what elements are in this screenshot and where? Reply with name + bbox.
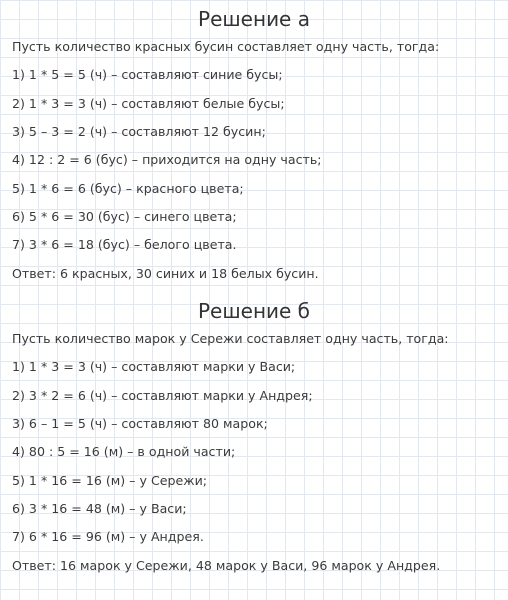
solution-a-lines	[0, 39, 508, 282]
solution-a-section	[0, 0, 508, 294]
solution-a-answer: Ответ: 6 красных, 30 синих и 18 белых бусин.	[12, 265, 319, 281]
solution-b-step-5: 5) 1 * 16 = 16 (м) – у Сережи;	[12, 472, 208, 488]
solution-a-step-3: 3) 5 – 3 = 2 (ч) – составляют 12 бусин;	[12, 123, 266, 139]
solution-a-step-2: 2) 1 * 3 = 3 (ч) – составляют белые бусы;	[12, 95, 285, 111]
solution-b-step-7: 7) 6 * 16 = 96 (м) – у Андрея.	[12, 529, 204, 545]
solution-b-section	[0, 292, 508, 586]
solution-a-intro: Пусть количество красных бусин составляет одну часть, тогда:	[12, 39, 440, 54]
solution-b-lines	[0, 331, 508, 574]
solution-a-step-6: 6) 5 * 6 = 30 (бус) – синего цвета;	[12, 208, 237, 224]
solution-b-step-4: 4) 80 : 5 = 16 (м) – в одной части;	[12, 444, 236, 460]
solution-b-step-6: 6) 3 * 16 = 48 (м) – у Васи;	[12, 500, 187, 516]
solution-a-step-7: 7) 3 * 6 = 18 (бус) – белого цвета.	[12, 237, 237, 253]
solution-b-answer: Ответ: 16 марок у Сережи, 48 марок у Васи, 96 марок у Андрея.	[12, 557, 441, 573]
solution-b-intro: Пусть количество марок у Сережи составляет одну часть, тогда:	[12, 331, 449, 346]
solution-a-step-4: 4) 12 : 2 = 6 (бус) – приходится на одну часть;	[12, 152, 322, 168]
solution-b-step-3: 3) 6 – 1 = 5 (ч) – составляют 80 марок;	[12, 415, 268, 431]
solution-b-heading: Решение б	[197, 299, 311, 323]
solution-a-step-1: 1) 1 * 5 = 5 (ч) – составляют синие бусы;	[12, 67, 283, 83]
solution-a-heading: Решение а	[198, 7, 310, 31]
solution-a-step-5: 5) 1 * 6 = 6 (бус) – красного цвета;	[12, 180, 244, 196]
solution-b-step-2: 2) 3 * 2 = 6 (ч) – составляют марки у Андрея;	[12, 387, 313, 403]
solution-b-step-1: 1) 1 * 3 = 3 (ч) – составляют марки у Васи;	[12, 359, 296, 375]
